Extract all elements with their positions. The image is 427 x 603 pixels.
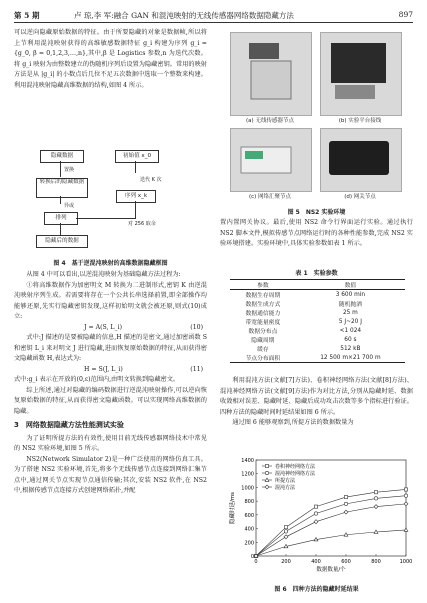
equation-11: [14, 365, 207, 376]
series-line: [256, 489, 406, 556]
x-axis-label: 数据数量/个: [316, 567, 346, 573]
y-tick-label: 1200: [241, 471, 254, 478]
table-cell: 60 s: [344, 336, 357, 343]
equation-number: (10): [190, 323, 203, 331]
table-1-title: 表 1 实验参数: [295, 270, 338, 277]
table-row: [230, 299, 405, 308]
legend-label: 卷积神经网络方法: [275, 463, 316, 470]
legend-marker: [265, 464, 268, 467]
photo-gateway: [320, 128, 402, 192]
data-point: [374, 497, 377, 500]
issue-number: 第 5 期: [14, 11, 40, 20]
legend-label: 混沌方法: [275, 484, 296, 491]
right-column-text-2: [220, 376, 413, 429]
table-cell: 512 kB: [340, 345, 361, 352]
paragraph: 通过图 6 能够观察到,所提方法的数据数量为: [232, 419, 354, 426]
running-header: [14, 8, 413, 23]
x-tick-label: 0: [254, 559, 258, 565]
figure-4-caption: 图 4 基于逆混沌映射的高维数据隐藏框图: [53, 260, 168, 267]
paragraph: 式中:J 描述的是要被隐藏的信息,H 描述的是密文,通过加密函数 S 和密钥 L_i 来对明文 J 进行隐藏,进而恢复原始数据的特征,从而获得密文隐藏函数 H,表达式为:: [14, 334, 207, 362]
table-cell: 节点分布面积: [245, 356, 281, 362]
photo-caption: (a) 无线传感器节点: [246, 118, 294, 124]
equation-text: H = S(J, L_i): [84, 365, 123, 373]
y-tick-label: 1000: [241, 485, 254, 492]
equation-text: J = A(S, L_i): [84, 323, 123, 331]
right-column-text: [220, 218, 413, 250]
paragraph: 综上所述,通过对隐藏的编码数据进行逆混沌映射操作,可以逆向恢复原始数据的特征,从而获得密文隐藏函数。可以实现网络高维数据的隐藏。: [14, 386, 207, 415]
figure-6-chart: [226, 454, 416, 582]
x-tick-label: 200: [281, 559, 291, 565]
table-cell: 数据生存周期: [245, 293, 281, 299]
photo-platform: [320, 32, 402, 116]
table-cell: 隐藏周期: [251, 338, 275, 344]
legend-label: 混沌神经网络方法: [275, 470, 316, 477]
table-cell: 数据生成方式: [245, 302, 281, 308]
data-point: [404, 528, 408, 531]
table-cell: 12 500 m×21 700 m: [320, 354, 381, 361]
data-point: [404, 488, 407, 491]
y-tick-label: 600: [244, 512, 254, 519]
data-point: [344, 502, 347, 505]
photo-sink-node: [230, 128, 312, 192]
paragraph: 为了证明所提方法的有效性,使用目前无线传感器网络技术中常见的 NS2 实验环境,如图 5 所示。: [14, 434, 207, 452]
experiment-parameters-table: [230, 279, 405, 363]
table-cell: 25 m: [342, 309, 358, 316]
mod-256-label: 对 256 取余: [128, 221, 156, 227]
x-tick-label: 600: [341, 559, 351, 565]
data-point: [314, 512, 317, 515]
y-tick-label: 200: [244, 540, 254, 547]
photo-caption: (b) 实验平台接线: [338, 118, 382, 124]
series-line: [256, 504, 406, 556]
y-tick-label: 400: [244, 526, 254, 533]
table-cell: <1 024: [339, 327, 362, 334]
arrange-box: 排列: [44, 212, 78, 225]
data-point: [374, 505, 378, 509]
figure-6-caption: 图 6 四种方法的隐藏时延结果: [274, 586, 359, 593]
output-data-box: 隐藏后的数据: [36, 235, 88, 248]
figure-5-caption: 图 5 NS2 实验环境: [287, 209, 346, 216]
table-cell: 缓存: [257, 347, 269, 353]
table-header: 参数: [257, 283, 269, 289]
xor-label: 异或: [64, 203, 75, 209]
figure-4-diagram: [30, 150, 190, 255]
table-row: [230, 290, 405, 300]
data-point: [344, 510, 348, 514]
paragraph: 置内置网关协议。最后,使用 NS2 命令行界面运行实验。通过执行 NS2 脚本文件,模拟传感节点网络运行时的各种性能参数,完成 NS2 实验环境搭建。实验环境中,具体实验参数如表 1 所示。: [220, 219, 413, 247]
series-line: [256, 496, 406, 556]
x-tick-label: 400: [311, 559, 321, 565]
data-point: [404, 502, 408, 506]
y-tick-label: 0: [250, 554, 254, 560]
data-point: [284, 530, 287, 533]
series-line: [256, 530, 406, 556]
input-data-box: 隐藏数据: [40, 150, 84, 163]
data-point: [374, 491, 377, 494]
paragraph: NS2(Network Simulator 2)是一种广泛使用的网络仿真工具。为了搭建 NS2 实验环境,首先,将多个无线传感节点连接到网络汇集节点中,通过网关节点实现节点通信传输;其次,安装 NS2 软件,在 NS2 中,根据传感节点连接方式创建网络拓扑,并配: [14, 455, 207, 494]
table-row: [230, 317, 405, 326]
iterate-label: 迭代 K 次: [140, 177, 162, 183]
left-column: [14, 28, 207, 91]
data-point: [314, 520, 318, 524]
data-point: [344, 495, 347, 498]
data-point: [284, 526, 287, 529]
table-cell: 5 J~20 J: [338, 318, 362, 325]
paragraph: ①将高维数据作为加密明文 M 转换为二进制形式,密钥 K 由逆混沌映射序列生成。若需要将存在一个公共长串选择前置,即全部操作均能够还原,先实行隐藏密钥发现,这样初始明文就会被还原,则式(10)成立:: [14, 281, 207, 320]
section-heading: 3 网络数据隐藏方法性能测试实验: [14, 421, 124, 429]
data-point: [314, 505, 317, 508]
table-cell: 随机抛洒: [338, 302, 362, 308]
equation-number: (11): [190, 365, 203, 373]
y-axis-label: 隐藏时延/ms: [230, 491, 236, 525]
table-row: [230, 308, 405, 317]
table-row: [230, 326, 405, 335]
page-number: 897: [398, 10, 413, 19]
table-cell: 数据分布点: [248, 329, 278, 335]
table-header: 数值: [344, 283, 357, 289]
legend-marker: [265, 485, 269, 489]
photo-sensor-node: [230, 32, 312, 116]
permute-label: 置换: [64, 167, 75, 173]
photo-caption: (d) 网关节点: [344, 194, 376, 200]
table-row: [230, 353, 405, 363]
left-column-body: [14, 270, 207, 497]
data-point: [404, 494, 407, 497]
table-row: [230, 344, 405, 353]
converted-data-box: 转换后的隐藏数据: [36, 178, 88, 198]
y-tick-label: 1400: [241, 458, 254, 464]
table-row: [230, 335, 405, 344]
equation-10: [14, 323, 207, 334]
article-title-header: 卢 琼,李 军:融合 GAN 和混沌映射的无线传感器网络数据隐藏方法: [74, 11, 294, 20]
legend-marker: [265, 471, 268, 474]
data-point: [284, 535, 288, 539]
paragraph: 可以逆向隐藏原始数据的特征。由于所要隐藏的对象是数据帧,所以将上节利用混沌映射获得的高维敏感数据特征 g_i 构建为序列 g_i = {g_0, β = 0,1,2,3,…,n},其中,β 是 Logistics 参数,n 为迭代次数。将 g_i 映射为由整数建立的伪随机序列后设置为隐藏密钥。常用的映射方法是从 |g_i| 的小数点后几位不足五次数据中选取一个整数来构建。利用混沌映射隐藏高维数据的结构,如图 4 所示。: [14, 29, 207, 89]
legend-label: 所提方法: [275, 477, 296, 484]
init-value-box: 初始值 x_0: [115, 150, 159, 163]
paragraph: 从图 4 中可以看出,以逆混沌映射为基础隐藏方法过程为:: [26, 271, 181, 278]
table-cell: 3 600 min: [335, 291, 366, 298]
photo-caption: (c) 网络汇聚节点: [248, 194, 292, 200]
x-tick-label: 1000: [399, 559, 413, 565]
sequence-box: 序列 x_k: [116, 190, 156, 203]
table-cell: 数据通信能力: [245, 311, 281, 317]
table-cell: 带宽能量密度: [245, 320, 281, 326]
x-tick-label: 800: [371, 559, 381, 565]
paragraph: 利用混沌方法(文献[7]方法)、卷积神经网络方法(文献[8]方法)、混沌神经网络方法(文献[9]方法)作为对比方法,分别从隐藏时延、数据收敛相对误差、隐藏时延、隐藏后成功攻击次数等多个指标进行验证。四种方法的隐藏时间时延结果如图 6 所示。: [220, 377, 413, 416]
paragraph: 式中:g_i 表示在开放的(0,ε)范围内,由明文转换到隐藏密文。: [14, 376, 180, 383]
y-tick-label: 800: [244, 499, 254, 506]
